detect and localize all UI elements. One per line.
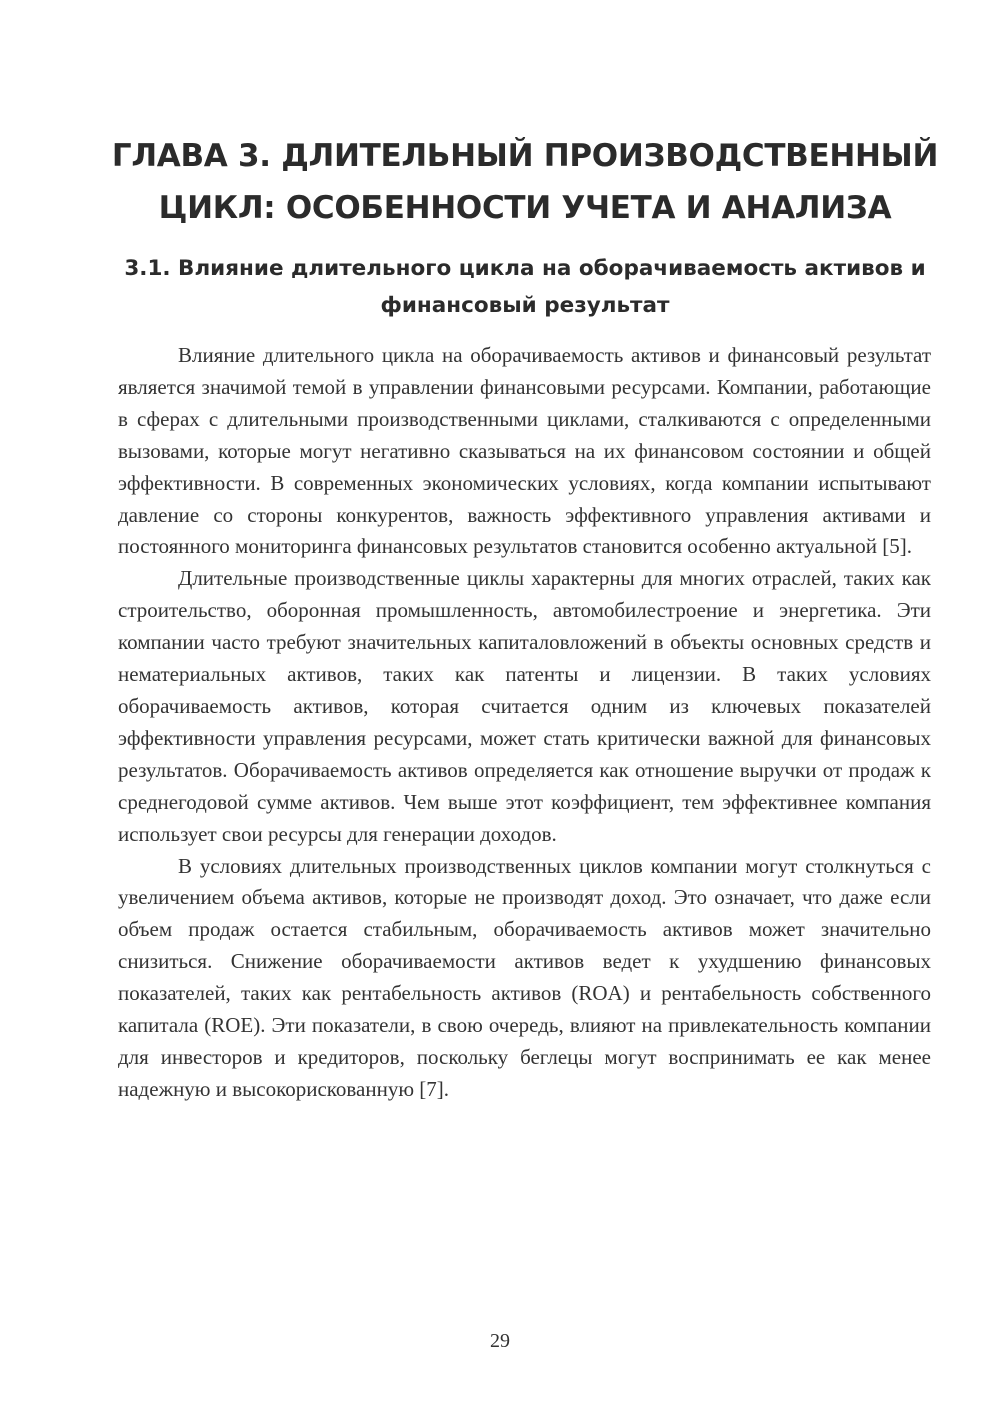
body-text: [118, 340, 931, 1106]
paragraph: Длительные производственные циклы характерны для многих отраслей, таких как строительство, оборонная промышленность, автомобилестроение и энергетика. Эти компании часто требуют значительных капиталовложений в объекты основных средств и нематериальных активов, таких как патенты и лицензии. В таких условиях оборачиваемость активов, которая считается одним из ключевых показателей эффективности управления ресурсами, может стать критически важной для финансовых результатов. Оборачиваемость активов определяется как отношение выручки от продаж к среднегодовой сумме активов. Чем выше этот коэффициент, тем эффективнее компания использует свои ресурсы для генерации доходов.: [118, 566, 931, 846]
paragraph: Влияние длительного цикла на оборачиваемость активов и финансовый результат является значимой темой в управлении финансовыми ресурсами. Компании, работающие в сферах с длительными производственными циклами, сталкиваются с определенными вызовами, которые могут негативно сказываться на их финансовом состоянии и общей эффективности. В современных экономических условиях, когда компании испытывают давление со стороны конкурентов, важность эффективного управления активами и постоянного мониторинга финансовых результатов становится особенно актуальной [5].: [118, 343, 931, 559]
paragraph: В условиях длительных производственных циклов компании могут столкнуться с увеличением объема активов, которые не производят доход. Это означает, что даже если объем продаж остается стабильным, оборачиваемость активов может значительно снизиться. Снижение оборачиваемости активов ведет к ухудшению финансовых показателей, таких как рентабельность активов (ROA) и рентабельность собственного капитала (ROE). Эти показатели, в свою очередь, влияют на привлекательность компании для инвесторов и кредиторов, поскольку беглецы могут воспринимать ее как менее надежную и высокорискованную [7].: [118, 853, 931, 1101]
chapter-title: ГЛАВА 3. ДЛИТЕЛЬНЫЙ ПРОИЗВОДСТВЕННЫЙ ЦИКЛ: ОСОБЕННОСТИ УЧЕТА И АНАЛИЗА: [111, 138, 939, 226]
page-number: 29: [490, 1330, 510, 1352]
section-title: 3.1. Влияние длительного цикла на оборачиваемость активов и финансовый результат: [124, 256, 926, 318]
